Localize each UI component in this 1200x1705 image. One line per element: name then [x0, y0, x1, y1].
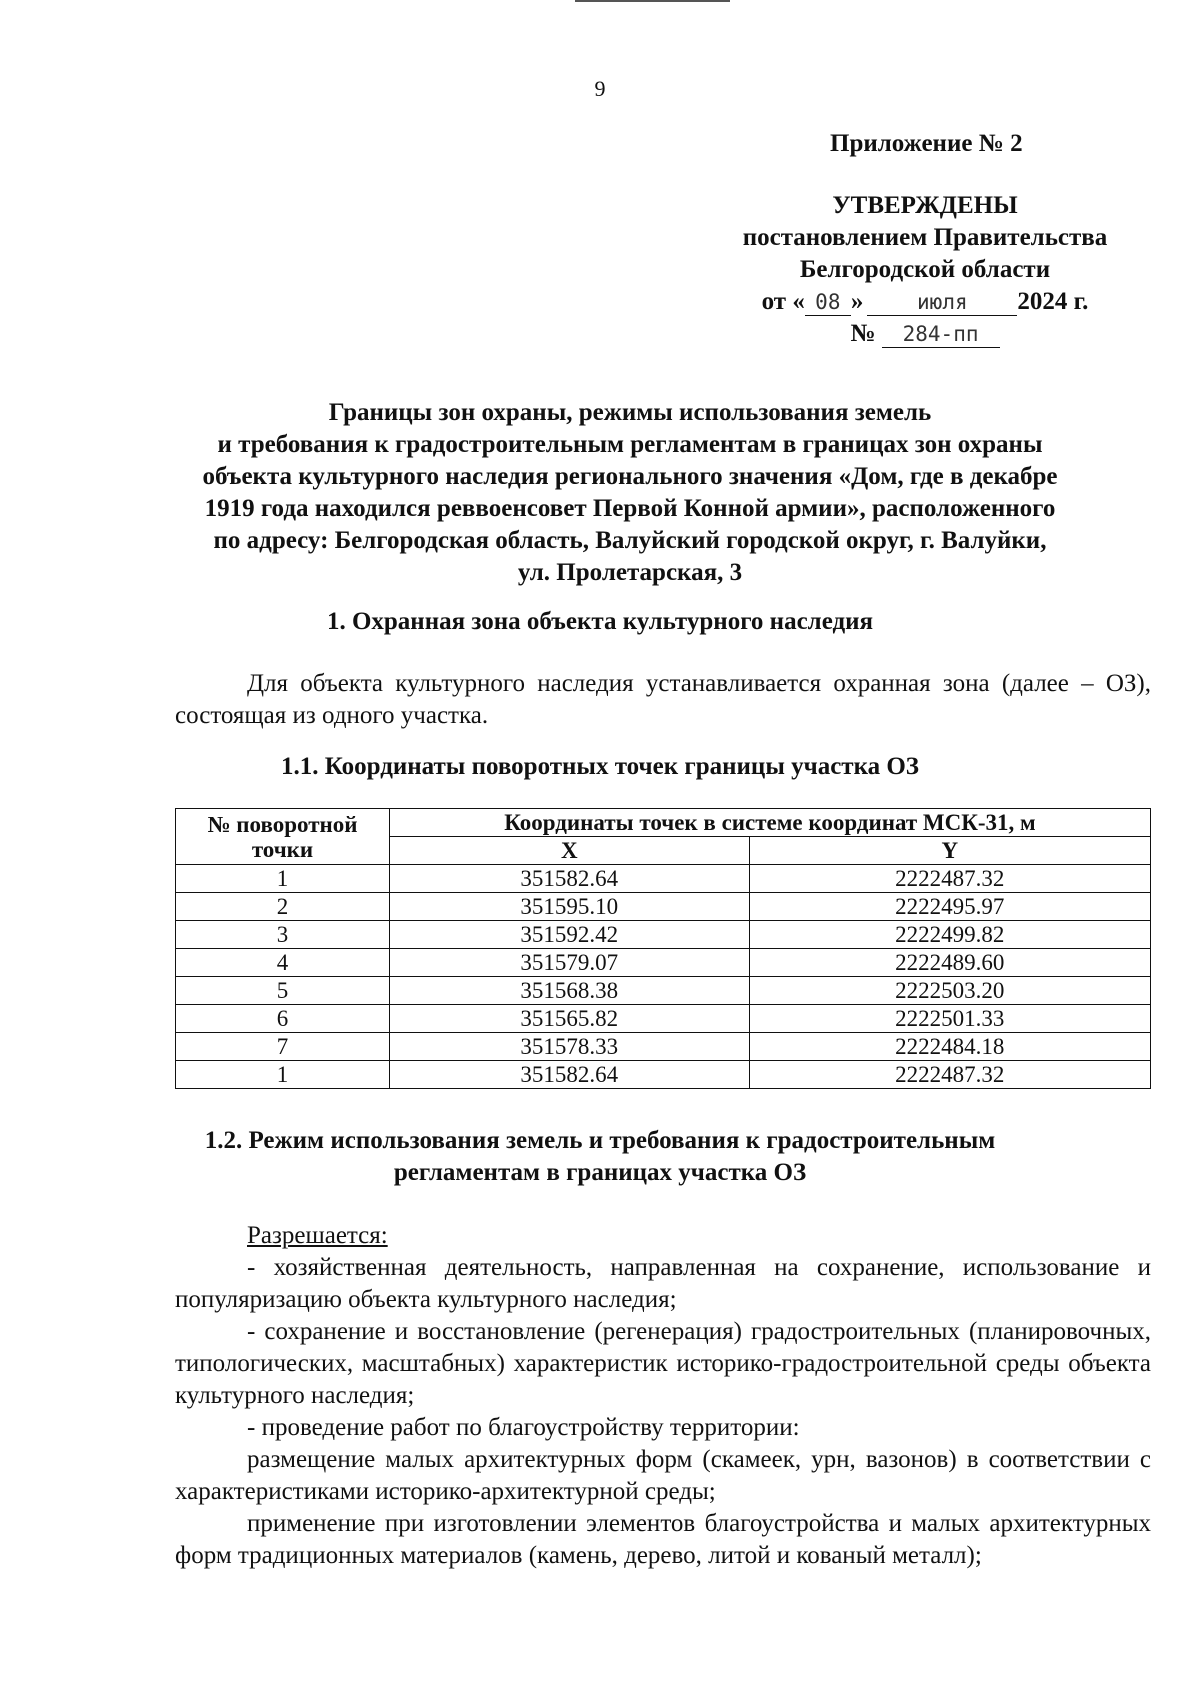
top-edge-mark — [575, 0, 730, 2]
page-number: 9 — [594, 76, 606, 101]
date-month: июля — [867, 289, 1017, 316]
title-line: и требования к градостроительным регламентам в границах зон охраны — [217, 431, 1043, 458]
col-header-x: X — [390, 837, 750, 865]
table-row — [176, 893, 1151, 921]
allowed-label: Разрешается: — [247, 1222, 388, 1249]
coord-y: 2222489.60 — [749, 949, 1150, 977]
col-header-point: № поворотной точки — [176, 809, 390, 865]
body-paragraph: размещение малых архитектурных форм (скамеек, урн, вазонов) в соответствии с характеристиками историко-архитектурной среды; — [175, 1446, 1151, 1505]
approval-number — [700, 318, 1150, 350]
title-line: Границы зон охраны, режимы использования земель — [328, 399, 932, 426]
body-paragraph: - сохранение и восстановление (регенерация) градостроительных (планировочных, типологических, масштабных) характеристик историко-градостроительной среды объекта культурного наследия; — [175, 1318, 1151, 1409]
heading-line: регламентам в границах участка ОЗ — [393, 1159, 807, 1186]
coord-y: 2222484.18 — [749, 1033, 1150, 1061]
point-number: 1 — [176, 1061, 390, 1089]
coord-x: 351579.07 — [390, 949, 750, 977]
table-row — [176, 1061, 1151, 1089]
approval-block — [700, 128, 1150, 350]
decree-number: 284-пп — [882, 321, 1000, 348]
coord-x: 351592.42 — [390, 921, 750, 949]
title-line: объекта культурного наследия регионального значения «Дом, где в декабре — [202, 463, 1058, 490]
point-number: 1 — [176, 865, 390, 893]
title-line: 1919 года находился реввоенсовет Первой Конной армии», расположенного — [204, 495, 1056, 522]
coord-y: 2222501.33 — [749, 1005, 1150, 1033]
table-row — [176, 865, 1151, 893]
annex-label: Приложение № 2 — [830, 130, 1023, 157]
section-1-intro — [175, 668, 1151, 732]
point-number: 2 — [176, 893, 390, 921]
point-number: 7 — [176, 1033, 390, 1061]
coord-x: 351582.64 — [390, 865, 750, 893]
point-number: 4 — [176, 949, 390, 977]
body-paragraph: - хозяйственная деятельность, направленная на сохранение, использование и популяризацию объекта культурного наследия; — [175, 1254, 1151, 1313]
coord-y: 2222503.20 — [749, 977, 1150, 1005]
approval-date — [700, 286, 1150, 318]
intro-paragraph: Для объекта культурного наследия устанавливается охранная зона (далее – ОЗ), состоящая из одного участка. — [175, 670, 1151, 729]
table-row — [176, 949, 1151, 977]
coord-y: 2222495.97 — [749, 893, 1150, 921]
section-1-2-body — [175, 1220, 1151, 1572]
heading-line: 1.2. Режим использования земель и требования к градостроительным — [204, 1127, 996, 1154]
body-paragraph: - проведение работ по благоустройству территории: — [247, 1414, 800, 1441]
col-header-y: Y — [749, 837, 1150, 865]
title-line: ул. Пролетарская, 3 — [517, 559, 743, 586]
point-number: 6 — [176, 1005, 390, 1033]
date-prefix: от « — [761, 288, 805, 315]
approved-heading: УТВЕРЖДЕНЫ — [832, 192, 1018, 219]
date-year: 2024 г. — [1017, 288, 1089, 315]
approved-by-line2: Белгородской области — [799, 256, 1051, 283]
coord-y: 2222487.32 — [749, 1061, 1150, 1089]
title-line: по адресу: Белгородская область, Валуйский городской округ, г. Валуйки, — [213, 527, 1047, 554]
coord-x: 351568.38 — [390, 977, 750, 1005]
document-title — [185, 397, 1075, 589]
body-paragraph: применение при изготовлении элементов благоустройства и малых архитектурных форм традиционных материалов (камень, дерево, литой и кованый металл); — [175, 1510, 1151, 1569]
coord-x: 351578.33 — [390, 1033, 750, 1061]
table-row — [176, 1033, 1151, 1061]
section-1-2-heading — [0, 1125, 1200, 1189]
col-header-coords: Координаты точек в системе координат МСК-31, м — [390, 809, 1151, 837]
coord-x: 351565.82 — [390, 1005, 750, 1033]
table-row — [176, 1005, 1151, 1033]
date-mid: » — [850, 288, 864, 315]
section-1-heading: 1. Охранная зона объекта культурного наследия — [326, 608, 874, 635]
table-row — [176, 921, 1151, 949]
coord-x: 351595.10 — [390, 893, 750, 921]
point-number: 5 — [176, 977, 390, 1005]
section-1-1-heading: 1.1. Координаты поворотных точек границы участка ОЗ — [281, 753, 919, 780]
table-row — [176, 977, 1151, 1005]
coord-y: 2222499.82 — [749, 921, 1150, 949]
point-number: 3 — [176, 921, 390, 949]
coord-x: 351582.64 — [390, 1061, 750, 1089]
coord-y: 2222487.32 — [749, 865, 1150, 893]
approved-by-line1: постановлением Правительства — [742, 224, 1108, 251]
coordinates-table — [175, 808, 1151, 1089]
date-day: 08 — [805, 289, 851, 316]
number-prefix: № — [850, 320, 876, 347]
